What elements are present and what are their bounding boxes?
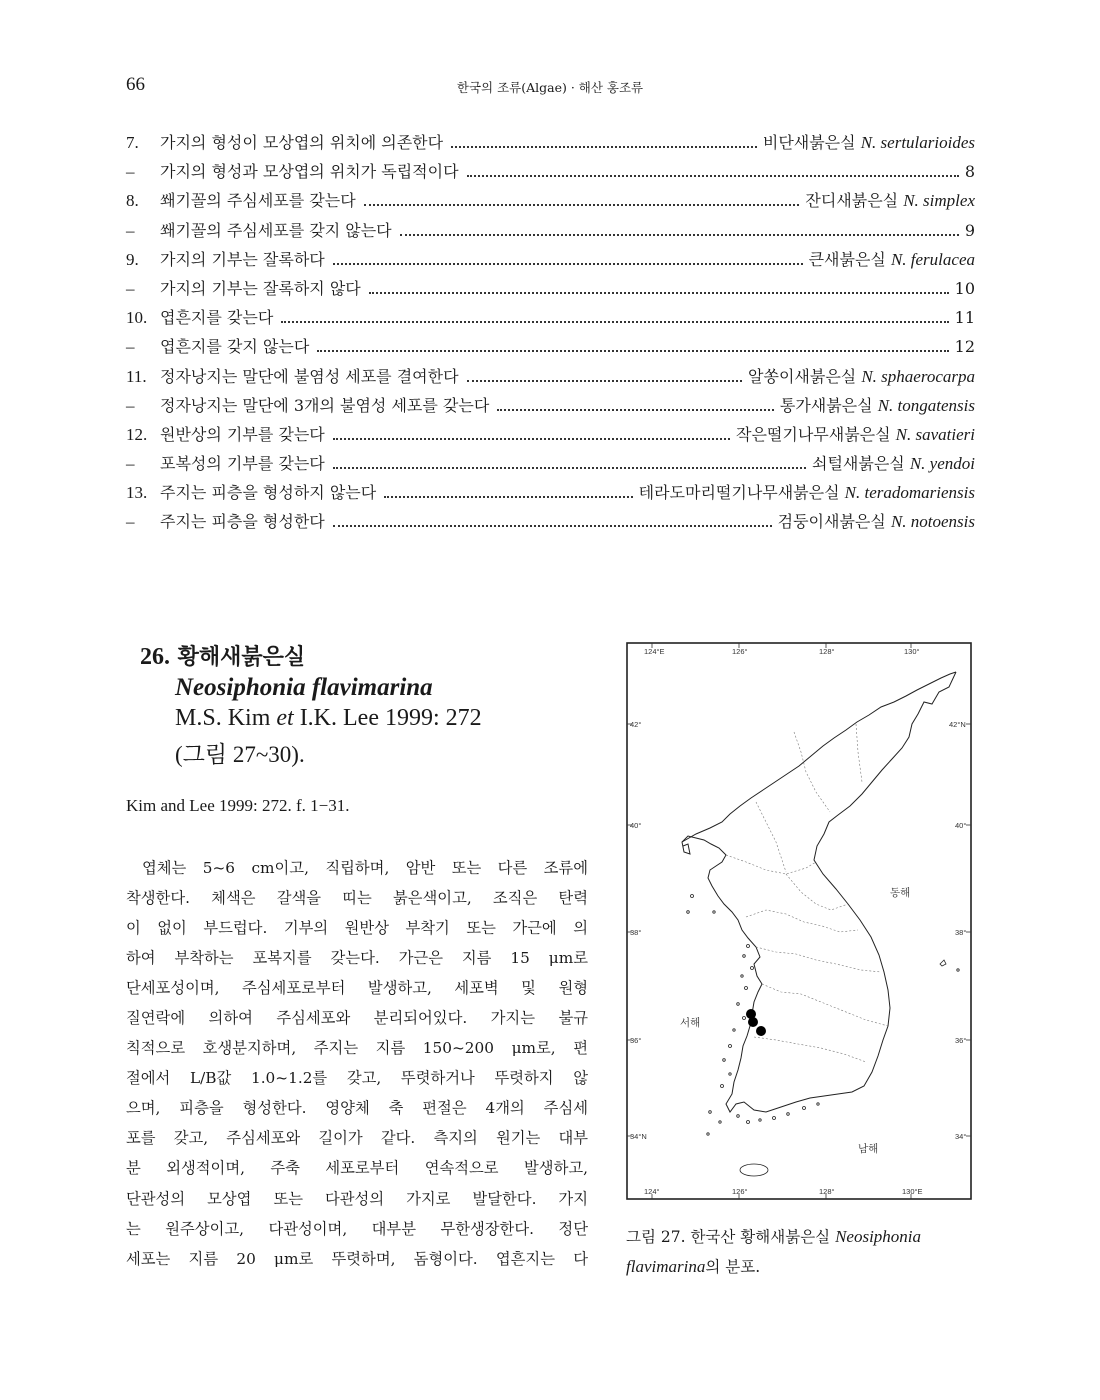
key-row-number: – (126, 454, 135, 474)
key-row-number: 13. (126, 483, 148, 503)
key-row-species: N. tongatensis (877, 395, 975, 415)
description-line: 엽체는 5~6 cm이고, 직립하며, 암반 또는 다른 조류에 (142, 859, 588, 877)
key-row-text: 주지는 피층을 형성하지 않는다 (160, 483, 377, 503)
key-row (126, 451, 975, 480)
map-left-lat-label-3: 36° (630, 1036, 642, 1045)
map-left-lat-label-0: 42° (630, 720, 642, 729)
page-header (0, 74, 1100, 98)
key-row-species: N. notoensis (890, 512, 975, 532)
key-leader-dots (467, 175, 959, 177)
description-line: 질연락에 의하여 주심세포와 분리되어있다. 가지는 불규 (126, 1009, 588, 1028)
key-leader-dots (317, 350, 948, 352)
key-row-number: – (126, 220, 135, 240)
species-authority: M.S. Kim et I.K. Lee 1999: 272 (175, 705, 482, 731)
key-row-text: 엽흔지를 갖는다 (160, 308, 274, 328)
description-line: 포를 갖고, 주심세포와 길이가 같다. 측지의 원기는 대부 (126, 1129, 588, 1148)
key-leader-dots (400, 234, 959, 236)
description-line: 단세포성이며, 주심세포로부터 발생하고, 세포벽 및 원형 (126, 979, 588, 998)
key-row-number: 11. (126, 366, 147, 386)
key-row (126, 509, 975, 538)
key-row-text: 포복성의 기부를 갖는다 (160, 454, 325, 474)
key-row-number: – (126, 162, 135, 182)
key-row (126, 276, 975, 305)
key-row-result: 작은떨기나무새붉은실 N. savatieri (736, 424, 975, 444)
key-row-text: 가지의 기부는 잘록하지 않다 (160, 278, 361, 298)
key-row-number: 7. (126, 133, 139, 152)
key-row-result: 12 (954, 337, 975, 357)
key-row-species: N. yendoi (909, 454, 975, 474)
description-line: 착생한다. 체색은 갈색을 띠는 붉은색이고, 조직은 탄력 (126, 889, 588, 908)
key-row (126, 159, 975, 188)
running-title: 한국의 조류(Algae) · 해산 홍조류 (456, 80, 644, 95)
map-right-lat-label-2: 38° (955, 928, 967, 937)
key-row-number: – (126, 337, 135, 357)
key-row-result: 11 (954, 308, 975, 328)
map-top-lon-label-2: 128° (819, 647, 835, 656)
key-row-number: 8. (126, 191, 139, 211)
map-bottom-lon-label-1: 126° (732, 1187, 748, 1196)
description-line: 이 없이 부드럽다. 기부의 원반상 부착기 또는 가근에 의 (126, 919, 588, 938)
key-row-species: N. sertularioides (860, 133, 975, 152)
key-row-text: 쐐기꼴의 주심세포를 갖는다 (160, 191, 356, 211)
description-line: 분 외생적이며, 주축 세포로부터 연속적으로 발생하고, (126, 1159, 588, 1178)
key-row-number: 9. (126, 249, 139, 269)
species-scientific-name: Neosiphonia flavimarina (175, 674, 433, 701)
key-row (126, 480, 975, 509)
key-leader-dots (497, 409, 774, 411)
key-row-text: 가지의 기부는 잘록하다 (160, 249, 325, 269)
key-row-result: 알쏭이새붉은실 N. sphaerocarpa (748, 366, 975, 386)
literature-citation: Kim and Lee 1999: 272. f. 1−31. (126, 796, 350, 815)
key-row-species: N. teradomariensis (844, 483, 975, 503)
map-left-lat-label-1: 40° (630, 821, 642, 830)
key-row-text: 가지의 형성과 모상엽의 위치가 독립적이다 (160, 162, 459, 182)
key-row-result: 큰새붉은실 N. ferulacea (808, 249, 975, 269)
key-row-species: N. sphaerocarpa (861, 366, 975, 386)
identification-key (126, 130, 975, 539)
key-row (126, 305, 975, 334)
key-leader-dots (281, 321, 948, 323)
key-row (126, 247, 975, 276)
map-left-lat-label-2: 38° (630, 928, 642, 937)
key-row (126, 334, 975, 363)
key-row-text: 정자낭지는 말단에 불염성 세포를 결여한다 (160, 366, 459, 386)
species-figure-ref: (그림 27~30). (175, 742, 305, 767)
key-row-species: N. ferulacea (890, 249, 975, 269)
map-bottom-lon-label-2: 128° (819, 1187, 835, 1196)
species-korean-name: 황해새붉은실 (177, 644, 306, 670)
species-description (126, 853, 588, 1274)
map-right-lat-label-4: 34° (955, 1132, 967, 1141)
key-row (126, 188, 975, 217)
key-row-text: 가지의 형성이 모상엽의 위치에 의존한다 (160, 133, 444, 152)
key-leader-dots (467, 380, 742, 382)
key-leader-dots (333, 467, 806, 469)
sea-label-south: 남해 (858, 1143, 879, 1155)
key-leader-dots (451, 146, 757, 148)
key-leader-dots (333, 438, 730, 440)
map-left-lat-label-4: 34°N (630, 1132, 647, 1141)
record-point-3 (756, 1026, 766, 1036)
description-line: 는 원주상이고, 다관성이며, 대부분 무한생장한다. 정단 (126, 1219, 588, 1238)
key-row-result: 쇠털새붉은실 N. yendoi (812, 454, 975, 474)
map-figure (626, 642, 972, 1200)
key-leader-dots (333, 263, 803, 265)
key-row (126, 130, 975, 159)
distribution-map (626, 642, 972, 1200)
figure-caption: 그림 27. 한국산 황해새붉은실 Neosiphonia flavimarina의 분포. (626, 1227, 922, 1276)
sea-label-east: 동해 (890, 887, 911, 899)
key-row-number: – (126, 512, 135, 532)
sea-label-west: 서해 (680, 1017, 701, 1029)
description-line: 칙적으로 호생분지하며, 주지는 지름 150~200 μm로, 편 (126, 1039, 588, 1058)
key-row-result: 8 (964, 162, 975, 182)
key-row-text: 정자낭지는 말단에 3개의 불염성 세포를 갖는다 (160, 395, 490, 415)
map-right-lat-label-3: 36° (955, 1036, 967, 1045)
description-line: 절에서 L/B값 1.0~1.2를 갖고, 뚜렷하거나 뚜렷하지 않 (126, 1069, 588, 1088)
key-row (126, 218, 975, 247)
key-row-text: 주지는 피층을 형성한다 (160, 512, 325, 532)
description-line: 으며, 피층을 형성한다. 영양체 축 편절은 4개의 주심세 (126, 1099, 588, 1118)
key-leader-dots (369, 292, 949, 294)
map-top-lon-label-1: 126° (732, 647, 748, 656)
key-row-text: 원반상의 기부를 갖는다 (160, 424, 325, 444)
key-row-result: 9 (964, 220, 975, 240)
description-line: 세포는 지름 20 μm로 뚜렷하며, 돔형이다. 엽흔지는 다 (126, 1249, 588, 1268)
key-row-result: 검둥이새붉은실 N. notoensis (777, 512, 975, 532)
description-line: 단관성의 모상엽 또는 다관성의 가지로 발달한다. 가지 (126, 1189, 588, 1208)
map-bottom-lon-label-3: 130°E (902, 1187, 923, 1196)
key-leader-dots (333, 525, 772, 527)
key-row (126, 393, 975, 422)
key-row-species: N. savatieri (895, 424, 975, 444)
key-row-result: 통가새붉은실 N. tongatensis (779, 395, 975, 415)
species-heading (140, 640, 580, 767)
species-number: 26. (140, 644, 170, 670)
key-row-result: 잔디새붉은실 N. simplex (805, 191, 975, 211)
map-top-lon-label-3: 130° (904, 647, 920, 656)
key-row (126, 364, 975, 393)
map-top-lon-label-0: 124°E (644, 647, 665, 656)
key-row-number: – (126, 395, 135, 415)
page-number: 66 (126, 74, 145, 95)
key-leader-dots (384, 496, 632, 498)
key-row-number: 10. (126, 308, 148, 328)
key-leader-dots (364, 204, 800, 206)
key-row-number: – (126, 278, 135, 298)
key-row-number: 12. (126, 424, 148, 444)
key-row-species: N. simplex (903, 191, 975, 211)
key-row-result: 10 (954, 278, 975, 298)
species-korean-title (140, 640, 580, 674)
key-row-result: 비단새붉은실 N. sertularioides (762, 133, 975, 152)
key-row-text: 엽흔지를 갖지 않는다 (160, 337, 310, 357)
key-row-result: 테라도마리떨기나무새붉은실 N. teradomariensis (638, 483, 975, 503)
map-right-lat-label-0: 42°N (949, 720, 966, 729)
map-bottom-lon-label-0: 124° (644, 1187, 660, 1196)
key-row-text: 쐐기꼴의 주심세포를 갖지 않는다 (160, 220, 392, 240)
record-point-2 (748, 1017, 758, 1027)
key-row (126, 422, 975, 451)
description-line: 하여 부착하는 포복지를 갖는다. 가근은 지름 15 μm로 (126, 949, 588, 968)
map-right-lat-label-1: 40° (955, 821, 967, 830)
